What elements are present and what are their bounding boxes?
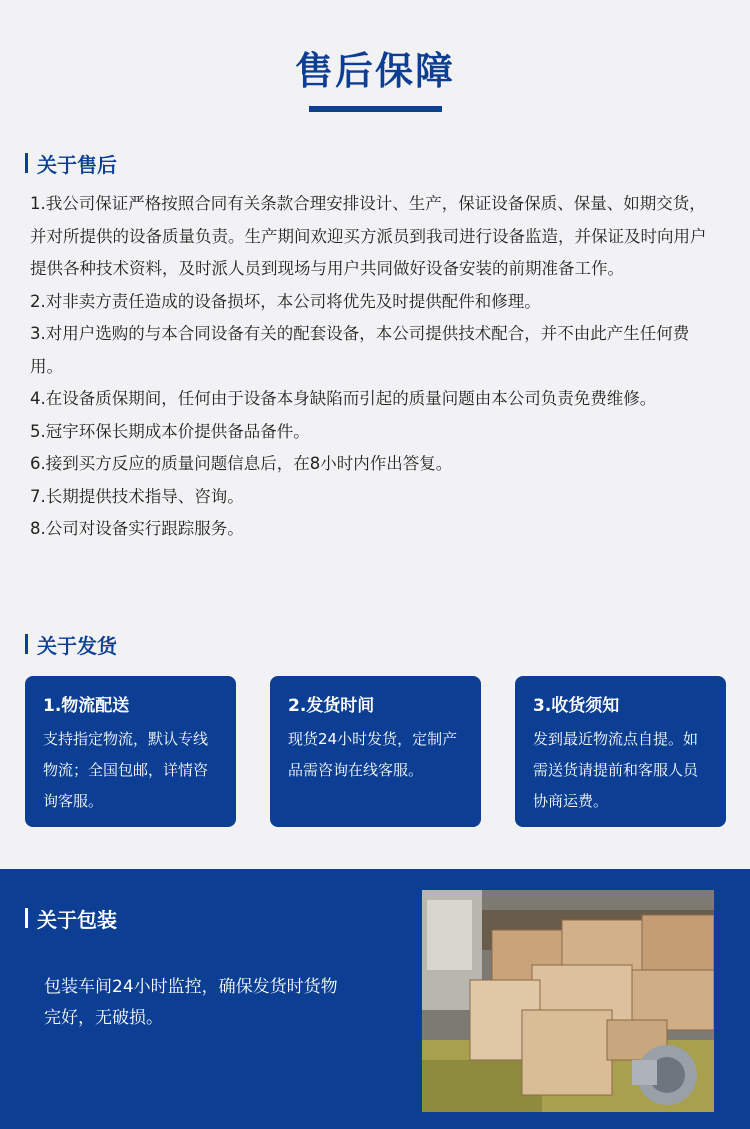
packaging-heading <box>25 907 117 932</box>
after-sales-item-7: 7.长期提供技术指导、咨询。 <box>30 486 244 506</box>
shipping-heading-label: 关于发货 <box>37 633 117 658</box>
section-bar <box>25 908 28 928</box>
packaging-section <box>0 869 750 1129</box>
after-sales-heading <box>25 152 117 177</box>
shipping-card-receiving <box>515 676 726 827</box>
warehouse-boxes-image <box>422 890 714 1112</box>
warehouse-photo <box>422 890 714 1112</box>
shipping-card-time <box>270 676 481 827</box>
after-sales-item-6: 6.接到买方反应的质量问题信息后，在8小时内作出答复。 <box>30 454 453 473</box>
after-sales-item-1: 1.我公司保证严格按照合同有关条款合理安排设计、生产，保证设备保质、保量、如期交货，并对所提供的设备质量负责。生产期间欢迎买方派员到我司进行设备监造，并保证及时向用户提供各种技术资料，及时派人员到现场与用户共同做好设备安装的前期准备工作。 <box>30 194 707 278</box>
after-sales-item-3: 3.对用户选购的与本合同设备有关的配套设备，本公司提供技术配合，并不由此产生任何费用。 <box>30 324 690 376</box>
after-sales-heading-label: 关于售后 <box>37 152 117 177</box>
packaging-text: 包装车间24小时监控，确保发货时货物完好，无破损。 <box>44 977 338 1028</box>
card-body: 现货24小时发货，定制产品需咨询在线客服。 <box>288 730 458 779</box>
page-title: 售后保障 <box>294 49 455 93</box>
after-sales-list <box>30 188 722 546</box>
after-sales-item-2: 2.对非卖方责任造成的设备损坏，本公司将优先及时提供配件和修理。 <box>30 291 541 311</box>
section-bar <box>25 153 28 173</box>
card-body: 支持指定物流，默认专线物流；全国包邮，详情咨询客服。 <box>43 730 209 810</box>
title-underline <box>309 106 442 112</box>
after-sales-item-5: 5.冠宇环保长期成本价提供备品备件。 <box>30 421 310 441</box>
card-title: 3.收货须知 <box>533 696 620 716</box>
card-title: 1.物流配送 <box>43 696 130 716</box>
shipping-card-logistics <box>25 676 236 827</box>
card-title: 2.发货时间 <box>288 696 375 716</box>
shipping-heading <box>25 633 117 658</box>
shipping-cards <box>25 676 727 827</box>
card-body: 发到最近物流点自提。如需送货请提前和客服人员协商运费。 <box>533 730 699 810</box>
packaging-heading-label: 关于包装 <box>37 907 117 932</box>
section-bar <box>25 634 28 654</box>
after-sales-item-8: 8.公司对设备实行跟踪服务。 <box>30 519 244 538</box>
after-sales-item-4: 4.在设备质保期间，任何由于设备本身缺陷而引起的质量问题由本公司负责免费维修。 <box>30 389 657 408</box>
